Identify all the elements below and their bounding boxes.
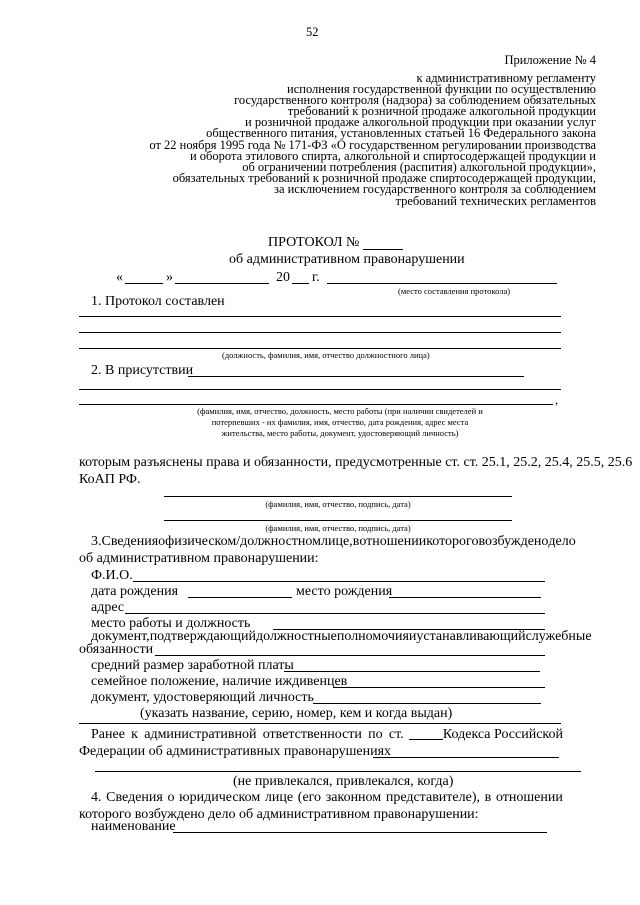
s3-w8: возбуждено <box>478 534 549 549</box>
appendix-line: и розничной продаже алкогольной продукции при оказании услуг <box>245 115 596 130</box>
prior-w3: ответственности <box>262 727 362 742</box>
prior-w2: административной <box>144 727 257 742</box>
protocol-title <box>268 236 359 250</box>
id-doc-label: документ, удостоверяющий личность <box>91 690 314 705</box>
appendix-line: обязательных требований к розничной продаже спиртосодержащей продукции, <box>172 171 596 186</box>
date-close-quote: » <box>166 270 173 285</box>
prior-field-2[interactable] <box>95 771 581 772</box>
s3-w9: дело <box>548 534 576 549</box>
birth-date-field[interactable] <box>188 597 292 598</box>
appendix-line: и оборота этилового спирта, алкогольной и спиртосодержащей продукции и <box>189 148 596 163</box>
doc-w6: служебные <box>525 629 592 644</box>
section2-caption-2: потерпевших - их фамилия, имя, отчество, дата рождения, адрес места <box>211 417 469 427</box>
rights-line-1: которым разъяснены права и обязанности, предусмотренные ст. ст. 25.1, 25.2, 25.4, 25.5, 25.6 <box>79 455 633 470</box>
section4-line-1 <box>91 791 563 805</box>
signature-line-1[interactable] <box>164 496 512 497</box>
family-label: семейное положение, наличие иждивенцев <box>91 674 348 689</box>
year-prefix: 20 <box>276 270 290 285</box>
section4-line-2: которого возбуждено дело об административном правонарушении: <box>79 807 479 822</box>
date-day-field[interactable] <box>125 283 163 284</box>
section3-end-line[interactable] <box>79 723 561 724</box>
signature-caption-2: (фамилия, имя, отчество, подпись, дата) <box>265 523 411 533</box>
s3-w6: отношении <box>359 534 427 549</box>
appendix-line: требований технических регламентов <box>395 193 596 208</box>
doc-w3: полномочия <box>336 629 409 644</box>
fio-field[interactable] <box>133 581 545 582</box>
place-caption: (место составления протокола) <box>398 286 511 296</box>
s3-w0: 3. <box>91 534 102 549</box>
doc-w1: подтверждающий <box>149 629 256 644</box>
protocol-subtitle: об административном правонарушении <box>229 252 465 267</box>
prior-line-1 <box>91 728 563 742</box>
salary-label: средний размер заработной платы <box>91 658 294 673</box>
prior-caption: (не привлекался, привлекался, когда) <box>233 774 454 789</box>
id-doc-caption: (указать название, серию, номер, кем и когда выдан) <box>140 706 453 721</box>
prior-w5: ст. <box>388 727 404 742</box>
s4-w1: Сведения <box>106 790 163 805</box>
prior-line1-end: Кодекса Российской <box>442 727 563 742</box>
signature-caption-1: (фамилия, имя, отчество, подпись, дата) <box>265 499 411 509</box>
prior-field-1[interactable] <box>373 757 559 758</box>
appendix-line: об ограничении потребления (распития) алкогольной продукции», <box>242 160 596 174</box>
fio-label: Ф.И.О. <box>91 568 133 583</box>
page-number: 52 <box>306 25 319 39</box>
section3-line-2: об административном правонарушении: <box>79 551 319 566</box>
date-open-quote: « <box>116 270 123 285</box>
s4-w2: о <box>167 790 175 805</box>
section2-line-3[interactable] <box>79 404 553 405</box>
doc-w5: устанавливающий <box>416 629 526 644</box>
s4-w7: представителе), <box>385 790 480 805</box>
section2-line-2[interactable] <box>79 389 561 390</box>
s3-w3: физическом/должностном <box>165 534 321 549</box>
appendix-line: к административному регламенту <box>416 70 596 85</box>
s3-w2: о <box>158 534 166 549</box>
s4-w8: в <box>484 790 492 805</box>
s4-w5: (его <box>297 790 322 805</box>
section2-comma: , <box>555 393 559 407</box>
address-field[interactable] <box>125 613 545 614</box>
appendix-line: общественного питания, установленных статьей 16 Федерального закона <box>206 126 596 141</box>
year-suffix: г. <box>312 270 320 285</box>
org-name-field[interactable] <box>173 832 547 833</box>
appendix-title: Приложение № 4 <box>504 53 596 67</box>
date-year-field[interactable] <box>292 283 309 284</box>
appendix-line: требований к розничной продаже алкогольной продукции <box>287 104 596 119</box>
s3-w7: которого <box>426 534 479 549</box>
prior-line-2: Федерации об административных правонарушениях <box>79 744 392 759</box>
section1-line-1[interactable] <box>79 316 561 317</box>
id-doc-field[interactable] <box>313 703 541 704</box>
appendix-line: за исключением государственного контроля за соблюдением <box>274 182 596 197</box>
section1-caption: (должность, фамилия, имя, отчество должностного лица) <box>222 350 430 360</box>
family-field[interactable] <box>333 687 545 688</box>
doc-w2: должностные <box>256 629 337 644</box>
appendix-line: от 22 ноября 1995 года № 171-ФЗ «О государственном регулировании производства <box>149 137 596 152</box>
place-field[interactable] <box>327 283 557 284</box>
appendix-lines <box>76 70 596 208</box>
s4-w6: законном <box>325 790 382 805</box>
birth-place-label: место рождения <box>296 584 393 599</box>
address-label: адрес <box>91 600 125 615</box>
duties-field[interactable] <box>155 655 545 656</box>
appendix-line: государственного контроля (надзора) за соблюдением обязательных <box>234 92 596 107</box>
signature-line-2[interactable] <box>164 520 512 521</box>
salary-field[interactable] <box>284 671 540 672</box>
s4-w9: отношении <box>495 790 563 805</box>
section2-label: 2. В присутствии <box>91 363 194 378</box>
org-name-label: наименование <box>91 819 176 834</box>
section2-caption-1: (фамилия, имя, отчество, должность, место работы (при наличии свидетелей и <box>197 406 483 416</box>
protocol-title-text: ПРОТОКОЛ № <box>268 235 360 250</box>
s3-w4: лице, <box>321 534 353 549</box>
section1-line-3[interactable] <box>79 348 561 349</box>
section3-line-1 <box>91 534 576 549</box>
article-field[interactable] <box>409 728 443 740</box>
birth-date-label: дата рождения <box>91 584 179 599</box>
appendix-header <box>76 54 596 207</box>
prior-w4: по <box>368 727 383 742</box>
work-place-label: место работы и должность <box>91 616 251 631</box>
protocol-number-field[interactable] <box>363 249 403 250</box>
date-month-field[interactable] <box>175 283 269 284</box>
prior-w0: Ранее <box>91 727 125 742</box>
prior-w1: к <box>131 727 138 742</box>
s4-w4: лице <box>264 790 294 805</box>
section2-line-1[interactable] <box>188 376 524 377</box>
duties-label: обязанности <box>79 642 154 657</box>
appendix-line: исполнения государственной функции по осуществлению <box>287 81 596 96</box>
doc-w0: документ, <box>91 629 150 644</box>
document-line <box>91 629 592 644</box>
section1-label: 1. Протокол составлен <box>91 294 225 309</box>
birth-place-field[interactable] <box>389 597 541 598</box>
rights-line-2: КоАП РФ. <box>79 472 141 487</box>
s4-w0: 4. <box>91 790 102 805</box>
s4-w3: юридическом <box>179 790 261 805</box>
section2-caption-3: жительства, место работы, документ, удостоверяющий личность) <box>221 428 459 438</box>
doc-w4: и <box>408 629 417 644</box>
s3-w1: Сведения <box>101 534 159 549</box>
section1-line-2[interactable] <box>79 332 561 333</box>
s3-w5: в <box>352 534 360 549</box>
